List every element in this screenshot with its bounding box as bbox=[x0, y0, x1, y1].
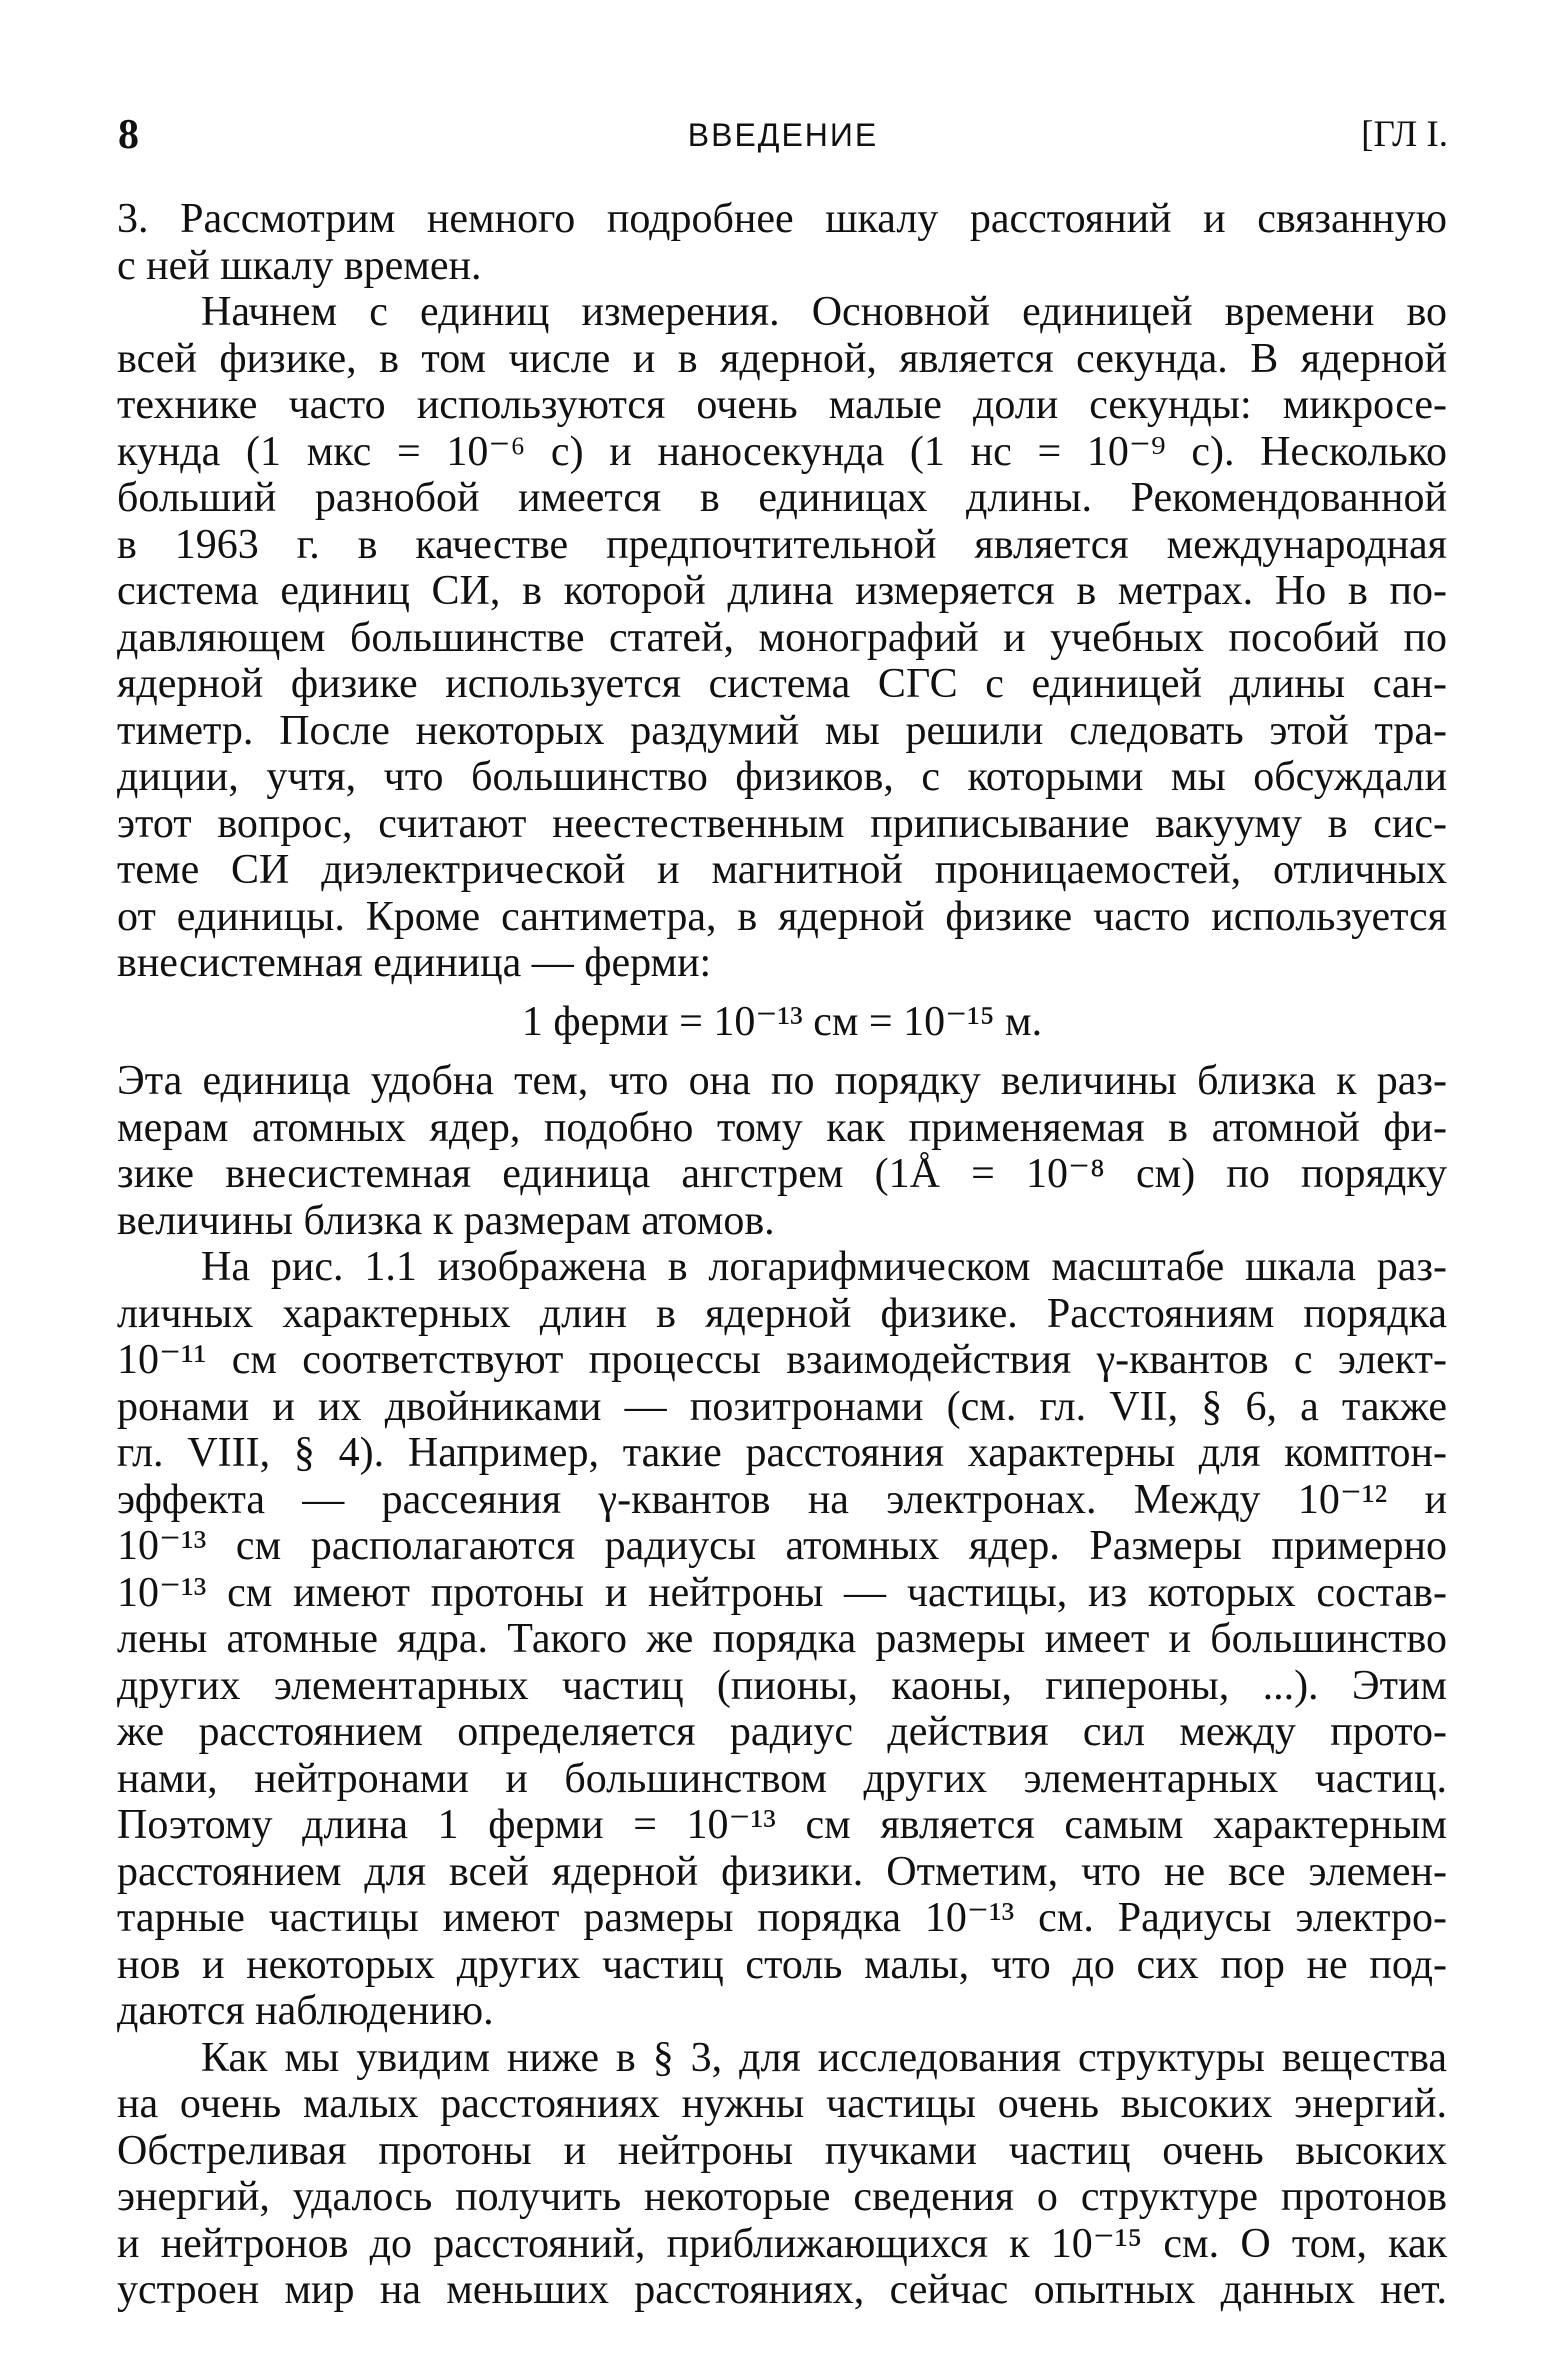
text-line: Как мы увидим ниже в § 3, для исследования структуры вещества bbox=[201, 2034, 1447, 2081]
text-line: больший разнобой имеется в единицах длины. Рекомендованной bbox=[117, 475, 1447, 521]
text-line: ронами и их двойниками — позитронами (см. гл. VII, § 6, а также bbox=[117, 1383, 1447, 1430]
text-line: тарные частицы имеют размеры порядка 10⁻¹³ см. Радиусы электро- bbox=[117, 1895, 1447, 1941]
text-line: Начнем с единиц измерения. Основной единицей времени во bbox=[201, 289, 1447, 335]
text-line: гл. VIII, § 4). Например, такие расстояния характерны для комптон- bbox=[117, 1430, 1447, 1476]
text-line: расстоянием для всей ядерной физики. Отметим, что не все элемен- bbox=[117, 1848, 1447, 1895]
text-line: и нейтронов до расстояний, приближающихся к 10⁻¹⁵ см. О том, как bbox=[117, 2220, 1447, 2267]
text-line: даются наблюдению. bbox=[117, 1988, 494, 2034]
text-line: этот вопрос, считают неестественным приписывание вакууму в сис- bbox=[117, 800, 1447, 847]
text-line: лены атомные ядра. Такого же порядка размеры имеет и большинство bbox=[117, 1616, 1447, 1662]
text-line: система единиц СИ, в которой длина измеряется в метрах. Но в по- bbox=[117, 568, 1447, 614]
text-line: 10⁻¹³ см располагаются радиусы атомных ядер. Размеры примерно bbox=[117, 1523, 1447, 1569]
formula-fermi: 1 ферми = 10⁻¹³ см = 10⁻¹⁵ м. bbox=[521, 998, 1043, 1045]
body-text bbox=[117, 196, 1447, 2314]
text-line: всей физике, в том числе и в ядерной, является секунда. В ядерной bbox=[117, 335, 1447, 382]
text-line: устроен мир на меньших расстояниях, сейчас опытных данных нет. bbox=[117, 2267, 1447, 2313]
text-line: же расстоянием определяется радиус действия сил между прото- bbox=[117, 1709, 1447, 1755]
text-line: 3. Рассмотрим немного подробнее шкалу расстояний и связанную bbox=[117, 196, 1447, 242]
text-line: технике часто используются очень малые доли секунды: микросе- bbox=[117, 382, 1447, 428]
text-line: от единицы. Кроме сантиметра, в ядерной физике часто используется bbox=[117, 893, 1447, 940]
text-line: мерам атомных ядер, подобно тому как применяемая в атомной фи- bbox=[117, 1104, 1447, 1151]
text-line: величины близка к размерам атомов. bbox=[117, 1197, 775, 1244]
text-line: давляющем большинстве статей, монографий и учебных пособий по bbox=[117, 614, 1447, 661]
text-line: на очень малых расстояниях нужны частицы очень высоких энергий. bbox=[117, 2081, 1447, 2127]
text-line: тиметр. После некоторых раздумий мы решили следовать этой тра- bbox=[117, 707, 1447, 754]
text-line: кунда (1 мкс = 10⁻⁶ с) и наносекунда (1 нс = 10⁻⁹ с). Несколько bbox=[117, 428, 1447, 475]
text-line: 10⁻¹³ см имеют протоны и нейтроны — частицы, из которых состав- bbox=[117, 1569, 1447, 1616]
text-line: в 1963 г. в качестве предпочтительной является международная bbox=[117, 521, 1447, 568]
text-line: личных характерных длин в ядерной физике. Расстояниям порядка bbox=[117, 1290, 1447, 1337]
text-line: нами, нейтронами и большинством других элементарных частиц. bbox=[117, 1755, 1447, 1802]
text-line: Обстреливая протоны и нейтроны пучками частиц очень высоких bbox=[117, 2127, 1447, 2174]
text-line: 10⁻¹¹ см соответствуют процессы взаимодействия γ-квантов с элект- bbox=[117, 1337, 1447, 1383]
text-line: нов и некоторых других частиц столь малы, что до сих пор не под- bbox=[117, 1941, 1447, 1988]
text-line: зике внесистемная единица ангстрем (1Å = 10⁻⁸ см) по порядку bbox=[117, 1151, 1447, 1197]
text-line: теме СИ диэлектрической и магнитной проницаемостей, отличных bbox=[117, 847, 1447, 893]
text-line: диции, учтя, что большинство физиков, с которыми мы обсуждали bbox=[117, 754, 1447, 800]
text-line: энергий, удалось получить некоторые сведения о структуре протонов bbox=[117, 2174, 1447, 2220]
text-line: эффекта — рассеяния γ-квантов на электронах. Между 10⁻¹² и bbox=[117, 1476, 1447, 1523]
text-line: внесистемная единица — ферми: bbox=[117, 940, 712, 986]
text-line: На рис. 1.1 изображена в логарифмическом масштабе шкала раз- bbox=[201, 1244, 1447, 1290]
text-line: ядерной физике используется система СГС с единицей длины сан- bbox=[117, 661, 1447, 707]
text-line: с ней шкалу времен. bbox=[117, 242, 482, 289]
page-number: 8 bbox=[118, 112, 139, 158]
section-title: ВВЕДЕНИЕ bbox=[687, 117, 879, 153]
page-header bbox=[118, 110, 1448, 160]
chapter-reference: [ГЛ I. bbox=[1361, 114, 1448, 155]
text-line: других элементарных частиц (пионы, каоны, гипероны, ...). Этим bbox=[117, 1662, 1447, 1709]
text-line: Поэтому длина 1 ферми = 10⁻¹³ см является самым характерным bbox=[117, 1802, 1447, 1848]
text-line: Эта единица удобна тем, что она по порядку величины близка к раз- bbox=[117, 1058, 1447, 1104]
